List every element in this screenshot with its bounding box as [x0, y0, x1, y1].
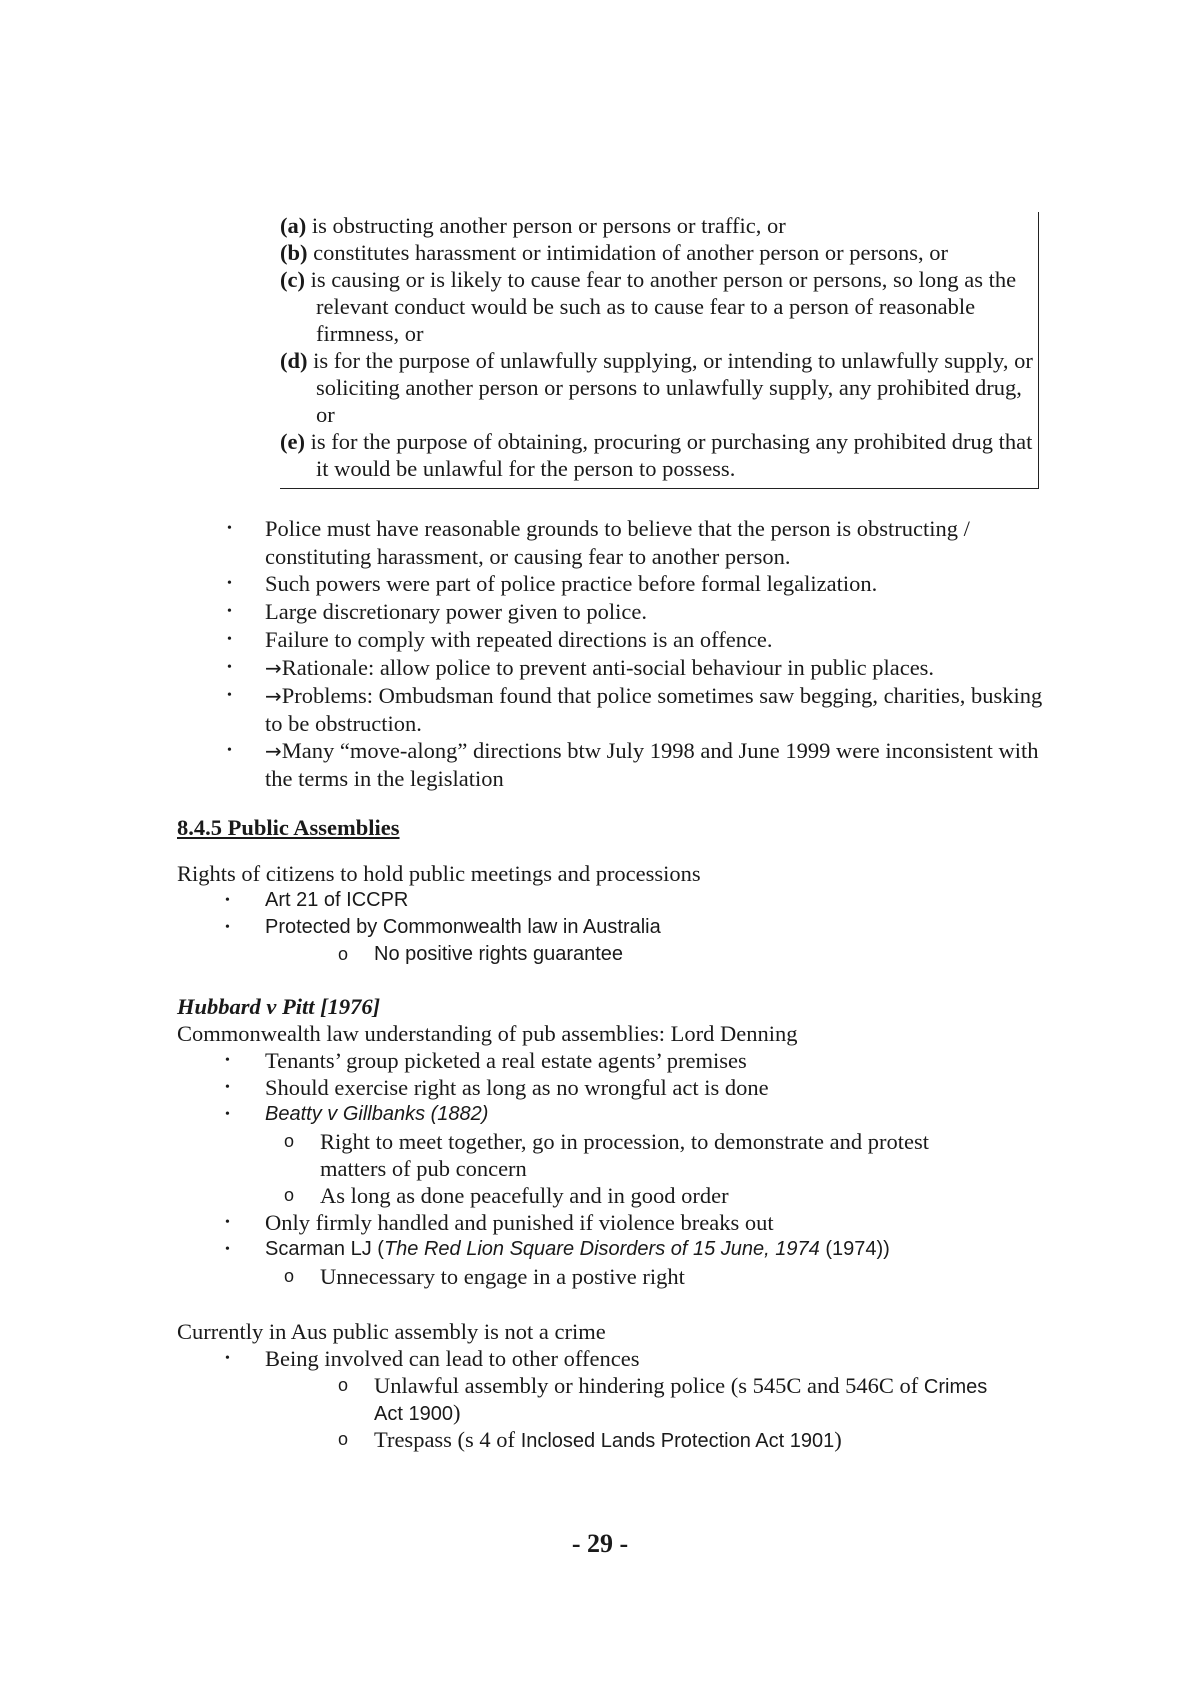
bullet-icon: •: [225, 1080, 230, 1095]
current-intro: Currently in Aus public assembly is not a crime: [177, 1319, 606, 1344]
list-item: • →Problems: Ombudsman found that police sometimes saw begging, charities, busking to be obstruction.: [227, 683, 1043, 736]
section-heading: 8.4.5 Public Assemblies: [177, 815, 400, 840]
quote-item-b: (b) constitutes harassment or intimidation of another person or persons, or: [280, 240, 948, 265]
bullet-icon: •: [227, 688, 232, 703]
list-item: • Such powers were part of police practice before formal legalization.: [227, 571, 878, 596]
arrow-icon: →: [265, 684, 282, 708]
sub-bullet-icon: o: [284, 1185, 295, 1205]
bullet-icon: •: [227, 521, 232, 536]
legislation-quote-box: [280, 212, 1039, 489]
bullet-icon: •: [225, 920, 230, 935]
sub-bullet-icon: o: [284, 1131, 295, 1151]
arrow-icon: →: [265, 656, 282, 680]
case-intro: Commonwealth law understanding of pub assemblies: Lord Denning: [177, 1021, 798, 1046]
quote-item-a: (a) is obstructing another person or persons or traffic, or: [280, 213, 786, 238]
list-item: • Failure to comply with repeated directions is an offence.: [227, 627, 773, 652]
list-item: • →Many “move-along” directions btw July 1998 and June 1999 were inconsistent with the terms in the legislation: [227, 738, 1039, 791]
bullet-icon: •: [225, 1053, 230, 1068]
arrow-icon: →: [265, 739, 282, 763]
list-item: • →Rationale: allow police to prevent anti-social behaviour in public places.: [227, 655, 935, 680]
bullet-icon: •: [225, 1215, 230, 1230]
list-item: • Large discretionary power given to police.: [227, 599, 647, 624]
quote-item-e: (e) is for the purpose of obtaining, procuring or purchasing any prohibited drug that it would be unlawful for the person to possess.: [280, 429, 1033, 481]
bullet-icon: •: [225, 893, 230, 908]
section-intro: Rights of citizens to hold public meetings and processions: [177, 861, 701, 886]
quote-item-d: (d) is for the purpose of unlawfully supplying, or intending to unlawfully supply, or soliciting another person or persons to unlawfully supply, any prohibited drug, or: [280, 348, 1033, 427]
bullet-icon: •: [225, 1107, 230, 1122]
sub-bullet-icon: o: [338, 944, 349, 964]
quote-item-c: (c) is causing or is likely to cause fear to another person or persons, so long as the relevant conduct would be such as to cause fear to a person of reasonable firmness, or: [280, 267, 1017, 346]
bullet-icon: •: [227, 632, 232, 647]
bullet-icon: •: [227, 576, 232, 591]
page-number: - 29 -: [571, 1529, 629, 1558]
sub-bullet-icon: o: [338, 1375, 349, 1395]
sub-bullet-icon: o: [284, 1266, 295, 1286]
bullet-icon: •: [227, 743, 232, 758]
sub-bullet-icon: o: [338, 1429, 349, 1449]
bullet-icon: •: [225, 1351, 230, 1366]
list-item: • Police must have reasonable grounds to believe that the person is obstructing / constituting harassment, or causing fear to another person.: [227, 516, 970, 569]
police-powers-bullets: [225, 515, 1045, 792]
case-heading: Hubbard v Pitt [1976]: [177, 994, 381, 1019]
bullet-icon: •: [225, 1242, 230, 1257]
document-page: (a) is obstructing another person or persons or traffic, or (b) constitutes harassment or intimidation of another person or persons, or (c) is causing or is likely to cause fear to another person or persons, so long as the relevant conduct would be such as to cause fear to a person of reasonable firmness, or (d) is for the purpose of unlawfully supplying, or intending to unlawfully supply, or soliciting another person or persons to unlawfully supply, any prohibited drug, or (e) is for the purpose of obtaining, procuring or purchasing any prohibited drug that it would be unlawful for the person to possess. • Police must have reasonable grounds to believe that the person is obstructing / constituting harassment, or causing fear to another person. • Such powers were part of police practice before formal legalization. • Large discretionary power given to police. • Failure to comply with repeated directions is an offence. • →Rationale: allow police to prevent anti-social behaviour in public places. • →Problems: Ombudsman found that police sometimes saw begging, charities, busking to be obstruction. • →Many “move-along” directions btw July 1998 and June 1999 were inconsistent with the terms in the legislation 8.4.5 Public Assemblies Rights of citizens to hold public meetings and processions • Art 21 of ICCPR • Protected by Commonwealth law in Australia o No positive rights guarantee Hubbard v Pitt [1976] Commonwealth law understanding of pub assemblies: Lord Denning • Tenants’ group picketed a real estate agents’ premises • Should exercise right as long as no wrongful act is done • Beatty v Gillbanks (1882) o Right to meet together, go in procession, to demonstrate and protest matters of pub concern o As long as done peacefully and in good order • Only firmly handled and punished if violence breaks out • Scarman LJ (The Red Lion Square Disorders of 15 June, 1974 (1974)) o Unnecessary to engage in a postive right Currently in Aus public assembly is not a crime • Being involved can lead to other offences o Unlawful assembly or hindering police (s 545C and 546C of Crimes Act 1900) o Trespass (s 4 of Inclosed Lands Protection Act 1901) - 29 -: [0, 0, 1200, 1698]
bullet-icon: •: [227, 604, 232, 619]
bullet-icon: •: [227, 660, 232, 675]
